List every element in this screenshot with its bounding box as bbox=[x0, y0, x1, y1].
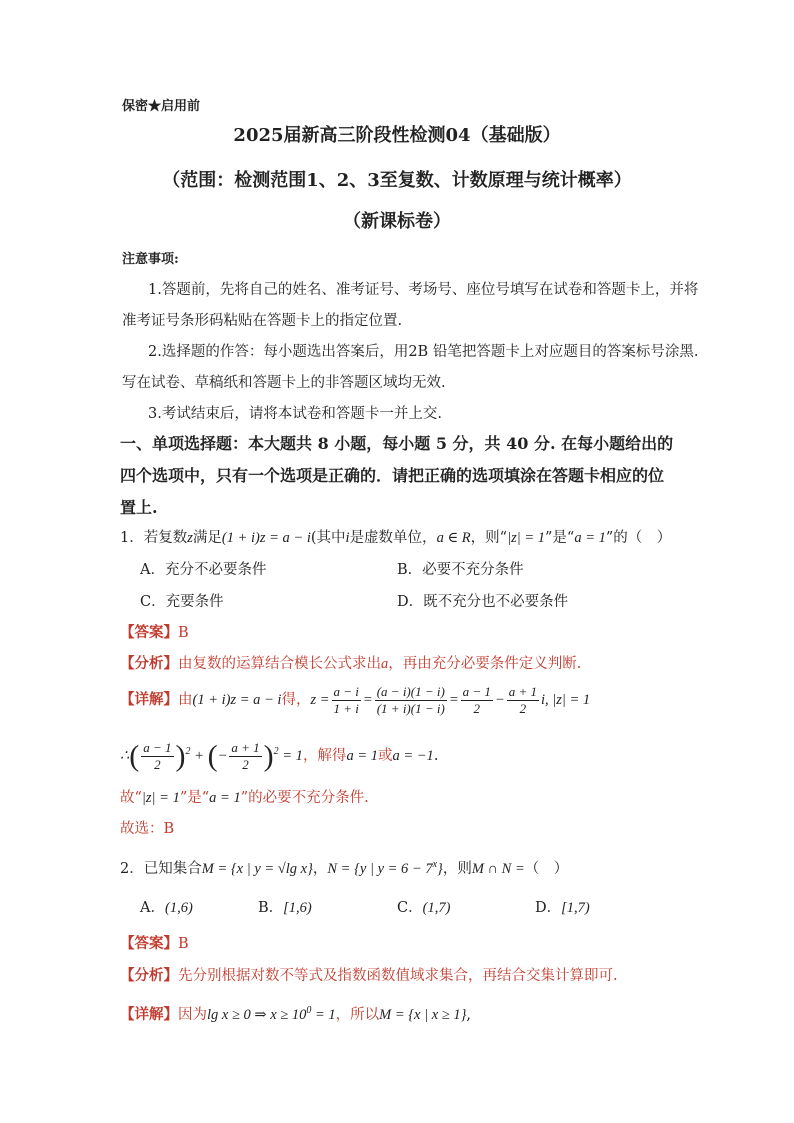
q1-frac-4-num: a + 1 bbox=[508, 684, 537, 700]
q1-or: 或 bbox=[377, 747, 393, 764]
q1-minus: − bbox=[494, 692, 505, 708]
q1-frac-3 bbox=[461, 684, 493, 717]
q2-detail-exp: 0 bbox=[306, 1005, 312, 1016]
q2-stem-b: ，则 bbox=[442, 860, 472, 877]
q1-detail-b: 得， bbox=[281, 692, 311, 708]
q1-concl-b: ”是“ bbox=[179, 790, 210, 806]
q2-option-a-label: A． bbox=[140, 900, 165, 916]
q1-square-2: 2 bbox=[273, 746, 279, 757]
section-heading-cont-2: 置上. bbox=[120, 498, 158, 517]
q1-answer-label: 【答案】 bbox=[120, 624, 178, 641]
q2-option-a bbox=[140, 898, 193, 918]
q1-stem-f: ”是“ bbox=[544, 530, 575, 546]
q2-answer-value: B bbox=[178, 936, 189, 952]
q1-eq-2: = bbox=[448, 692, 459, 708]
q2-stem-c: （ ） bbox=[524, 860, 569, 877]
notice-item-1-cont: 准考证号条形码粘贴在答题卡上的指定位置. bbox=[122, 313, 403, 329]
q1-final: 故选：B bbox=[120, 821, 175, 837]
q2-set-n bbox=[327, 861, 442, 877]
q1-frac-1 bbox=[332, 684, 361, 717]
q1-stem-g: ”的（ ） bbox=[605, 530, 672, 546]
q1-option-b: B．必要不充分条件 bbox=[397, 562, 524, 578]
q1-z-eq: z = bbox=[310, 692, 330, 708]
q1-stem-c: (其中 bbox=[310, 530, 346, 546]
q1-plus: + bbox=[194, 747, 204, 764]
q1-frac-2-num: (a − i)(1 − i) bbox=[376, 684, 445, 700]
q2-option-c-label: C． bbox=[397, 900, 423, 916]
notice-item-2: 2.选择题的作答：每小题选出答案后，用2B 铅笔把答题卡上对应题目的答案标号涂黑. bbox=[148, 344, 699, 360]
q1-equation: (1 + i)z = a − i bbox=[221, 530, 311, 546]
q2-option-a-value: (1,6) bbox=[164, 900, 193, 916]
q2-analysis-label: 【分析】 bbox=[120, 967, 178, 984]
q1-solve-formula: ∴( $\frac{a - 1}{2}$ )$^2$ + (− $\frac{a + 1}{2}$ )$^2$ = 1 bbox=[120, 739, 303, 773]
q1-option-c: C．充要条件 bbox=[140, 594, 224, 610]
q1-stem-e: ，则“ bbox=[470, 530, 508, 546]
q1-frac-g2 bbox=[229, 740, 261, 773]
confidential-mark: 保密★启用前 bbox=[122, 99, 201, 114]
q1-analysis-text-b: ，再由充分必要条件定义判断. bbox=[388, 656, 582, 672]
q2-set-n-text: N = {y | y = 6 − 7 bbox=[327, 860, 433, 877]
q2-detail-expr2: = 1 bbox=[314, 1006, 336, 1023]
q1-g2-sign: − bbox=[217, 747, 228, 764]
q2-detail-set: M = {x | x ≥ 1} bbox=[379, 1006, 467, 1023]
q2-detail-expr: lg x ≥ 0 ⇒ x ≥ 10 bbox=[207, 1006, 307, 1023]
q1-frac-1-den: 1 + i bbox=[333, 701, 359, 717]
q2-option-d-label: D． bbox=[535, 900, 562, 916]
q1-frac-2 bbox=[375, 684, 447, 717]
notice-item-2-cont: 写在试卷、草稿纸和答题卡上的非答题区域均无效. bbox=[122, 375, 446, 391]
question-1-stem bbox=[120, 528, 671, 548]
q2-stem-a: 2．已知集合 bbox=[120, 860, 202, 877]
q1-frac-g1-num: a − 1 bbox=[143, 740, 172, 755]
q1-eq-1: = bbox=[362, 692, 373, 708]
q1-stem-b: 满足 bbox=[192, 530, 222, 546]
q1-detail-eq: (1 + i)z = a − i bbox=[192, 692, 282, 708]
q1-detail bbox=[120, 680, 590, 720]
q1-var-z: z bbox=[187, 530, 193, 546]
q1-analysis-var: a bbox=[381, 656, 389, 672]
q1-sol-1: a = 1 bbox=[346, 747, 378, 764]
q2-detail-label: 【详解】 bbox=[120, 1005, 178, 1023]
exam-scope: （范围：检测范围1、2、3至复数、计数原理与统计概率） bbox=[162, 170, 632, 191]
q2-set-n-exp: x bbox=[432, 859, 438, 870]
q1-solve-a: ，解得 bbox=[302, 747, 347, 764]
q2-detail-c: , bbox=[466, 1006, 472, 1023]
q1-answer bbox=[120, 623, 189, 643]
q1-frac-4-den: 2 bbox=[519, 701, 527, 717]
q1-concl-a: 故“ bbox=[120, 790, 142, 806]
q2-detail-formula bbox=[207, 1007, 336, 1023]
q1-square-1: 2 bbox=[185, 746, 191, 757]
q2-option-b-label: B． bbox=[258, 900, 284, 916]
q2-option-d-value: [1,7) bbox=[561, 900, 590, 916]
q1-analysis-label: 【分析】 bbox=[120, 655, 178, 672]
q1-stem-a: 1．若复数 bbox=[120, 530, 188, 546]
q1-tail: i, |z| = 1 bbox=[540, 692, 591, 708]
q1-sol-2: a = −1 bbox=[392, 747, 434, 764]
q2-option-b bbox=[258, 898, 312, 918]
q1-detail-formula bbox=[310, 684, 591, 717]
q2-analysis-text: 先分别根据对数不等式及指数函数值域求集合，再结合交集计算即可. bbox=[178, 968, 618, 984]
notice-item-1: 1.答题前，先将自己的姓名、准考证号、考场号、座位号填写在试卷和答题卡上，并将 bbox=[148, 282, 699, 298]
q1-detail-a: 由 bbox=[178, 692, 193, 708]
q1-solve bbox=[120, 730, 438, 778]
q1-a-equals-1: a = 1 bbox=[574, 530, 606, 546]
q1-var-i: i bbox=[345, 530, 350, 546]
q2-detail-a: 因为 bbox=[178, 1006, 207, 1023]
q1-option-a: A．充分不必要条件 bbox=[140, 562, 267, 578]
q2-option-b-value: [1,6) bbox=[283, 900, 312, 916]
q1-conclusion bbox=[120, 788, 369, 808]
q1-frac-3-num: a − 1 bbox=[462, 684, 491, 700]
exam-title: 2025届新高三阶段性检测04（基础版） bbox=[233, 125, 561, 146]
section-heading: 一、单项选择题：本大题共 8 小题，每小题 5 分，共 40 分. 在每小题给出的 bbox=[120, 434, 674, 453]
q1-frac-g2-den: 2 bbox=[242, 757, 249, 772]
q2-detail bbox=[120, 1001, 471, 1025]
q1-concl-a1: a = 1 bbox=[209, 790, 241, 806]
q1-a-in-r: a ∈ R bbox=[436, 530, 471, 546]
q1-answer-value: B bbox=[178, 625, 189, 641]
q1-modulus: |z| = 1 bbox=[507, 530, 545, 546]
q2-answer bbox=[120, 934, 189, 954]
notice-title: 注意事项: bbox=[122, 252, 179, 267]
q1-period: . bbox=[433, 747, 439, 764]
q2-option-c bbox=[397, 898, 450, 918]
q2-set-n-close: } bbox=[437, 860, 443, 877]
q1-frac-2-den: (1 + i)(1 − i) bbox=[376, 701, 445, 717]
q2-detail-b: ，所以 bbox=[335, 1006, 380, 1023]
q1-frac-4 bbox=[507, 684, 539, 717]
q2-answer-label: 【答案】 bbox=[120, 935, 178, 952]
q1-frac-1-num: a − i bbox=[333, 684, 359, 700]
q2-analysis bbox=[120, 966, 618, 986]
q1-concl-c: ”的必要不充分条件. bbox=[240, 790, 369, 806]
q1-stem-d: 是虚数单位， bbox=[349, 530, 437, 546]
q2-option-d bbox=[535, 898, 590, 918]
q2-comma: ， bbox=[312, 860, 328, 877]
q2-intersection: M ∩ N = bbox=[471, 860, 525, 877]
question-2-stem bbox=[120, 855, 568, 879]
exam-volume: （新课标卷） bbox=[343, 211, 451, 232]
q1-frac-g1 bbox=[141, 740, 173, 773]
q1-option-d: D．既不充分也不必要条件 bbox=[397, 594, 569, 610]
q1-analysis bbox=[120, 654, 581, 674]
q2-option-c-value: (1,7) bbox=[422, 900, 451, 916]
section-heading-cont-1: 四个选项中，只有一个选项是正确的．请把正确的选项填涂在答题卡相应的位 bbox=[120, 466, 665, 485]
notice-item-3: 3.考试结束后，请将本试卷和答题卡一并上交. bbox=[148, 406, 442, 422]
q1-frac-3-den: 2 bbox=[473, 701, 480, 717]
q1-eq-one: = 1 bbox=[282, 747, 303, 764]
q1-frac-g2-num: a + 1 bbox=[231, 740, 260, 755]
q1-frac-g1-den: 2 bbox=[154, 757, 161, 772]
q1-concl-mod: |z| = 1 bbox=[141, 790, 180, 806]
q1-therefore: ∴ bbox=[120, 747, 130, 764]
q1-detail-label: 【详解】 bbox=[120, 691, 178, 708]
q1-analysis-text-a: 由复数的运算结合模长公式求出 bbox=[178, 656, 381, 672]
q2-set-m: M = {x | y = √lg x} bbox=[201, 860, 313, 877]
